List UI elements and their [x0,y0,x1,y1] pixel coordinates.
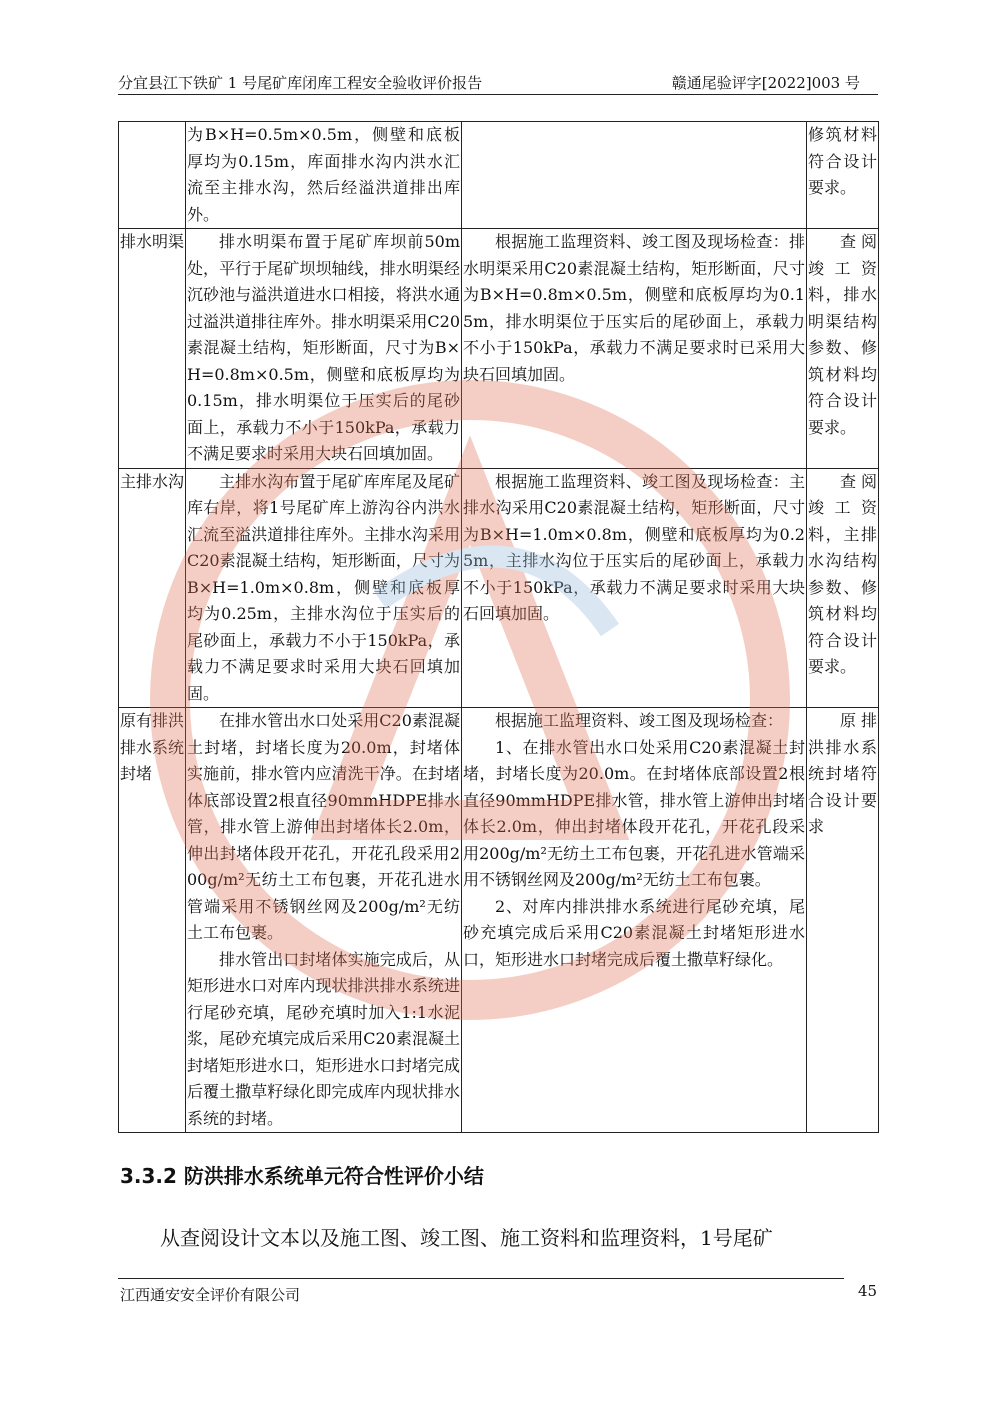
page-header [118,68,878,95]
header-doc-number: 赣通尾验评字[2022]003 号 [671,74,860,92]
check-cell [462,122,807,229]
conclusion-cell [807,229,879,469]
design-text: 在排水管出水口处采用C20素混凝土封堵，封堵长度为20.0m，封堵体实施前，排水管内应清洗干净。在封堵体底部设置2根直径90mmHDPE排水管，排水管上游伸出封堵体长2.0m，伸出封堵体段开花孔，开花孔段采用200g/m²无纺土工布包裹，开花孔进水管端采用不锈钢丝网及200g/m²无纺土工布包裹。 [187,711,460,942]
conclusion-text: 查阅竣工资料，排水明渠结构参数、修筑材料均符合设计要求。 [808,232,877,437]
design-cell [186,708,462,1133]
footer-company: 江西通安安全评价有限公司 [120,1286,301,1304]
check-cell [462,468,807,708]
item-name-cell: 排水明渠 [119,229,186,469]
conclusion-cell: 修筑材料符合设计要求。 [807,122,879,229]
conclusion-cell [807,708,879,1133]
conclusion-cell [807,468,879,708]
item-name-cell: 主排水沟 [119,468,186,708]
table-row [119,468,879,708]
design-text: 排水明渠布置于尾矿库坝前50m处，平行于尾矿坝坝轴线，排水明渠经沉砂池与溢洪道进水口相接，将洪水通过溢洪道排往库外。排水明渠采用C20素混凝土结构，矩形断面，尺寸为B×H=0.8m×0.5m，侧壁和底板厚均为0.15m，排水明渠位于压实后的尾砂面上，承载力不小于150kPa，承载力不满足要求时采用大块石回填加固。 [187,232,460,463]
check-cell [462,229,807,469]
design-text: 为B×H=0.5m×0.5m，侧壁和底板厚均为0.15m，库面排水沟内洪水汇流至主排水沟，然后经溢洪道排出库外。 [187,125,460,224]
check-text: 根据施工监理资料、竣工图及现场检查：主排水沟采用C20素混凝土结构，矩形断面，尺寸为B×H=1.0m×0.8m，侧壁和底板厚均为0.25m，主排水沟位于压实后的尾砂面上，承载力不小于150kPa，承载力不满足要求时采用大块石回填加固。 [463,471,805,623]
check-text: 根据施工监理资料、竣工图及现场检查： [495,711,784,730]
section-title: 3.3.2 防洪排水系统单元符合性评价小结 [120,1164,484,1188]
check-text: 2、对库内排洪排水系统进行尾砂充填，尾砂充填完成后采用C20素混凝土封堵矩形进水口，矩形进水口封堵完成后覆土撒草籽绿化。 [463,896,805,969]
design-text: 排水管出口封堵体实施完成后，从矩形进水口对库内现状排洪排水系统进行尾砂充填，尾砂充填时加入1:1水泥浆，尾砂充填完成后采用C20素混凝土封堵矩形进水口，矩形进水口封堵完成后覆土撒草籽绿化即完成库内现状排水系统的封堵。 [187,949,460,1128]
conclusion-text: 查阅竣工资料，主排水沟结构参数、修筑材料均符合设计要求。 [808,471,877,676]
check-text: 根据施工监理资料、竣工图及现场检查：排水明渠采用C20素混凝土结构，矩形断面，尺寸为B×H=0.8m×0.5m，侧壁和底板厚均为0.15m，排水明渠位于压实后的尾砂面上，承载力不小于150kPa，承载力不满足要求时已采用大块石回填加固。 [463,232,805,384]
check-text: 1、在排水管出水口处采用C20素混凝土封堵，封堵长度为20.0m。在封堵体底部设置2根直径90mmHDPE排水管，排水管上游伸出封堵体长2.0m，伸出封堵体段开花孔，开花孔段采用200g/m²无纺土工布包裹，开花孔进水管端采用不锈钢丝网及200g/m²无纺土工布包裹。 [463,737,805,889]
conclusion-text: 原排洪排水系统封堵符合设计要求 [808,711,877,836]
table-row [119,708,879,1133]
design-cell [186,468,462,708]
header-title: 分宜县江下铁矿 1 号尾矿库闭库工程安全验收评价报告 [118,74,483,92]
table-row [119,229,879,469]
design-text: 主排水沟布置于尾矿库库尾及尾矿库右岸，将1号尾矿库上游沟谷内洪水汇流至溢洪道排往库外。主排水沟采用C20素混凝土结构，矩形断面，尺寸为B×H=1.0m×0.8m，侧壁和底板厚均为0.25m，主排水沟位于压实后的尾砂面上，承载力不小于150kPa，承载力不满足要求时采用大块石回填加固。 [187,471,460,703]
item-name-cell: 原有排洪排水系统封堵 [119,708,186,1133]
design-cell [186,122,462,229]
summary-paragraph: 从查阅设计文本以及施工图、竣工图、施工资料和监理资料，1号尾矿 [160,1226,773,1250]
check-cell [462,708,807,1133]
page-number: 45 [858,1282,878,1300]
item-name-cell [119,122,186,229]
footer-divider [118,1278,844,1279]
evaluation-table [118,121,879,1133]
design-cell [186,229,462,469]
table-row [119,122,879,229]
